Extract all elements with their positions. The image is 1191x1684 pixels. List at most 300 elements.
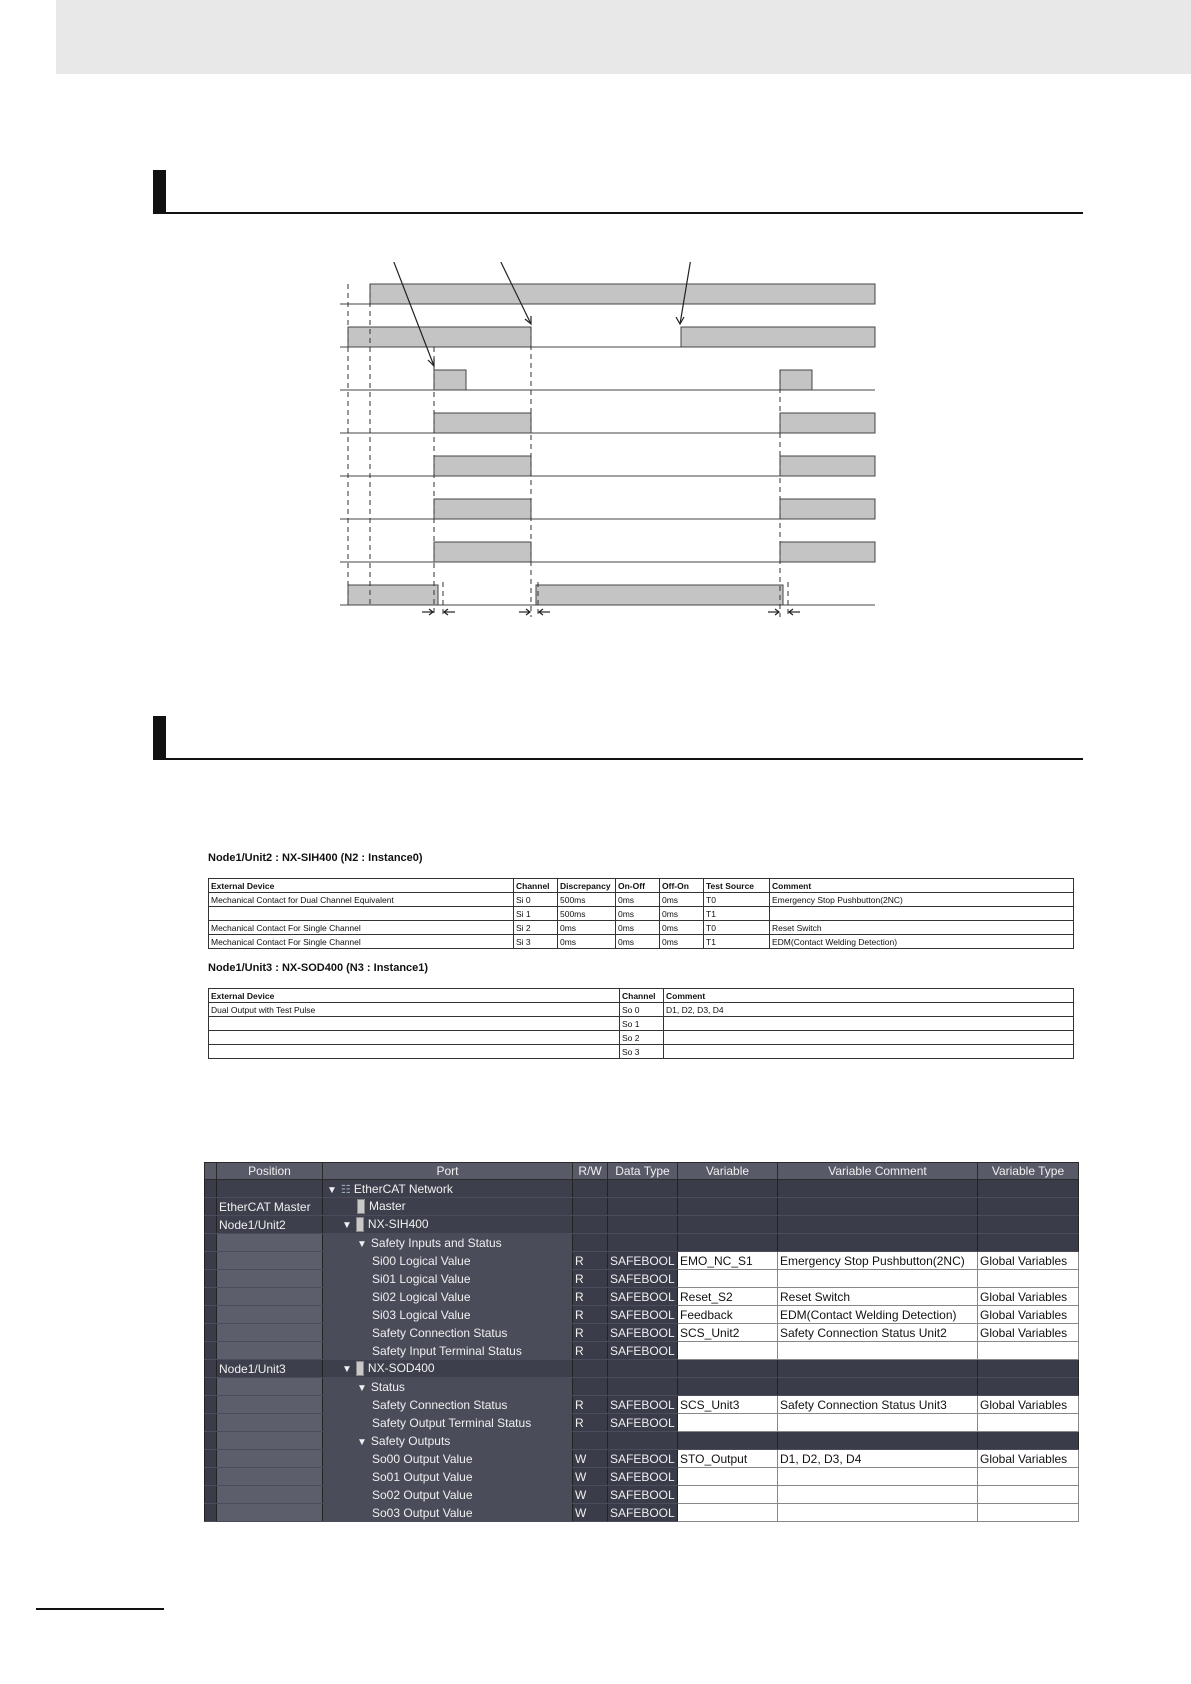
rw-cell <box>573 1234 608 1252</box>
variable-comment-input[interactable]: Reset Switch <box>778 1288 978 1306</box>
rw-cell: W <box>573 1468 608 1486</box>
table-row[interactable] <box>205 1288 1079 1306</box>
delay-indicator <box>519 609 550 615</box>
row-gutter <box>205 1414 217 1432</box>
signal-high-pulse <box>536 585 783 605</box>
rw-cell: R <box>573 1396 608 1414</box>
variable-comment-input <box>778 1198 978 1216</box>
port-cell[interactable] <box>323 1342 573 1360</box>
table-cell: Si 1 <box>514 907 558 921</box>
table-cell: 0ms <box>558 935 616 949</box>
port-cell[interactable] <box>323 1414 573 1432</box>
device-icon <box>356 1361 364 1376</box>
signal-high-pulse <box>681 327 875 347</box>
rw-cell: R <box>573 1306 608 1324</box>
row-gutter <box>205 1504 217 1522</box>
table-cell: Reset Switch <box>770 921 1074 935</box>
section-marker <box>153 170 166 214</box>
data-type-cell: SAFEBOOL <box>608 1450 678 1468</box>
data-type-cell <box>608 1216 678 1234</box>
port-label: NX-SIH400 <box>367 1216 429 1231</box>
network-icon: ☷ <box>340 1183 351 1196</box>
variable-comment-input[interactable]: EDM(Contact Welding Detection) <box>778 1306 978 1324</box>
variable-input[interactable]: EMO_NC_S1 <box>678 1252 778 1270</box>
row-gutter <box>205 1270 217 1288</box>
row-gutter <box>205 1450 217 1468</box>
variable-input[interactable]: STO_Output <box>678 1450 778 1468</box>
variable-type-select <box>978 1198 1079 1216</box>
table-cell: 500ms <box>558 893 616 907</box>
port-label: So03 Output Value <box>372 1505 473 1520</box>
expand-toggle-icon[interactable]: ▼ <box>327 1184 337 1196</box>
signal-high-pulse <box>780 413 875 433</box>
variable-comment-input[interactable] <box>778 1486 978 1504</box>
column-header: Comment <box>770 879 1074 893</box>
table-row[interactable] <box>205 1234 1079 1252</box>
data-type-cell: SAFEBOOL <box>608 1288 678 1306</box>
table-cell: T0 <box>704 921 770 935</box>
expand-toggle-icon[interactable]: ▼ <box>357 1436 367 1448</box>
signal-high-pulse <box>348 585 438 605</box>
variable-comment-input[interactable] <box>778 1270 978 1288</box>
node2-title: Node1/Unit2 : NX-SIH400 (N2 : Instance0) <box>208 852 423 864</box>
position-cell <box>217 1306 323 1324</box>
table-row <box>209 1045 1074 1059</box>
data-type-cell: SAFEBOOL <box>608 1324 678 1342</box>
table-cell <box>209 1017 620 1031</box>
row-gutter <box>205 1252 217 1270</box>
table-cell: T1 <box>704 907 770 921</box>
table-cell: 0ms <box>660 907 704 921</box>
row-gutter <box>205 1486 217 1504</box>
position-cell <box>217 1180 323 1198</box>
signal-high-pulse <box>434 370 466 390</box>
variable-type-select[interactable] <box>978 1270 1079 1288</box>
io-map-header-row <box>205 1163 1079 1180</box>
variable-type-select <box>978 1432 1079 1450</box>
position-cell: Node1/Unit2 <box>217 1216 323 1234</box>
table-row[interactable] <box>205 1504 1079 1522</box>
table-header-row <box>209 879 1074 893</box>
node2-parameter-table <box>208 878 1074 949</box>
section-heading-parameters <box>153 716 1083 760</box>
position-cell <box>217 1396 323 1414</box>
variable-input <box>678 1180 778 1198</box>
row-gutter <box>205 1378 217 1396</box>
port-label: NX-SOD400 <box>367 1360 435 1375</box>
signal-high-pulse <box>434 542 531 562</box>
table-cell: EDM(Contact Welding Detection) <box>770 935 1074 949</box>
position-cell <box>217 1288 323 1306</box>
data-type-cell <box>608 1198 678 1216</box>
table-cell: T0 <box>704 893 770 907</box>
row-gutter <box>205 1396 217 1414</box>
position-cell <box>217 1486 323 1504</box>
data-type-cell <box>608 1180 678 1198</box>
timing-chart <box>330 262 880 622</box>
rw-cell <box>573 1198 608 1216</box>
port-cell[interactable] <box>323 1468 573 1486</box>
table-cell: So 2 <box>620 1031 664 1045</box>
rw-cell: W <box>573 1504 608 1522</box>
column-header: Channel <box>514 879 558 893</box>
variable-type-select[interactable] <box>978 1486 1079 1504</box>
table-row[interactable] <box>205 1486 1079 1504</box>
variable-input[interactable] <box>678 1414 778 1432</box>
table-cell: 0ms <box>660 921 704 935</box>
position-cell <box>217 1324 323 1342</box>
position-cell: EtherCAT Master <box>217 1198 323 1216</box>
row-gutter <box>205 1360 217 1378</box>
row-gutter <box>205 1306 217 1324</box>
rw-cell: R <box>573 1252 608 1270</box>
row-gutter <box>205 1324 217 1342</box>
column-header[interactable]: Position <box>217 1163 323 1180</box>
table-cell <box>664 1017 1074 1031</box>
table-cell <box>209 907 514 921</box>
table-row[interactable] <box>205 1468 1079 1486</box>
table-cell: D1, D2, D3, D4 <box>664 1003 1074 1017</box>
table-row <box>209 893 1074 907</box>
variable-type-select <box>978 1216 1079 1234</box>
port-label: Si02 Logical Value <box>372 1289 471 1304</box>
position-cell <box>217 1378 323 1396</box>
port-label: EtherCAT Network <box>353 1181 453 1196</box>
variable-input[interactable]: SCS_Unit2 <box>678 1324 778 1342</box>
variable-type-select[interactable]: Global Variables <box>978 1324 1079 1342</box>
variable-input[interactable] <box>678 1342 778 1360</box>
variable-comment-input <box>778 1360 978 1378</box>
expand-toggle-icon[interactable]: ▼ <box>357 1238 367 1250</box>
variable-comment-input[interactable] <box>778 1414 978 1432</box>
table-cell <box>209 1045 620 1059</box>
port-cell[interactable] <box>323 1378 573 1396</box>
data-type-cell: SAFEBOOL <box>608 1306 678 1324</box>
row-gutter <box>205 1432 217 1450</box>
signal-high-pulse <box>434 499 531 519</box>
variable-type-select[interactable]: Global Variables <box>978 1396 1079 1414</box>
column-header[interactable]: Variable <box>678 1163 778 1180</box>
section-marker <box>153 716 166 760</box>
table-cell: Si 0 <box>514 893 558 907</box>
table-cell: 0ms <box>616 907 660 921</box>
table-row <box>209 935 1074 949</box>
row-gutter <box>205 1234 217 1252</box>
expand-toggle-icon[interactable]: ▼ <box>342 1219 352 1231</box>
table-cell <box>664 1031 1074 1045</box>
port-cell[interactable] <box>323 1234 573 1252</box>
table-row[interactable] <box>205 1198 1079 1216</box>
variable-comment-input[interactable]: Safety Connection Status Unit3 <box>778 1396 978 1414</box>
expand-toggle-icon[interactable]: ▼ <box>357 1382 367 1394</box>
variable-type-select[interactable]: Global Variables <box>978 1306 1079 1324</box>
variable-comment-input[interactable] <box>778 1342 978 1360</box>
expand-toggle-icon[interactable]: ▼ <box>342 1363 352 1375</box>
rw-cell <box>573 1180 608 1198</box>
data-type-cell: SAFEBOOL <box>608 1252 678 1270</box>
variable-input <box>678 1198 778 1216</box>
section-rule <box>153 758 1083 760</box>
port-cell[interactable] <box>323 1396 573 1414</box>
variable-comment-input <box>778 1180 978 1198</box>
table-header-row <box>209 989 1074 1003</box>
position-cell <box>217 1252 323 1270</box>
table-cell: 0ms <box>616 921 660 935</box>
variable-comment-input[interactable] <box>778 1504 978 1522</box>
callout-arrow <box>390 262 434 366</box>
variable-input <box>678 1216 778 1234</box>
position-cell <box>217 1414 323 1432</box>
table-row[interactable] <box>205 1414 1079 1432</box>
variable-type-select[interactable] <box>978 1504 1079 1522</box>
port-label: So00 Output Value <box>372 1451 473 1466</box>
table-cell: Mechanical Contact For Single Channel <box>209 935 514 949</box>
signal-high-pulse <box>780 499 875 519</box>
data-type-cell <box>608 1360 678 1378</box>
table-row[interactable] <box>205 1396 1079 1414</box>
row-gutter <box>205 1216 217 1234</box>
port-cell[interactable] <box>323 1288 573 1306</box>
rw-cell <box>573 1216 608 1234</box>
data-type-cell: SAFEBOOL <box>608 1486 678 1504</box>
port-label: Safety Connection Status <box>372 1397 508 1412</box>
port-label: Si03 Logical Value <box>372 1307 471 1322</box>
position-cell <box>217 1450 323 1468</box>
table-cell: Emergency Stop Pushbutton(2NC) <box>770 893 1074 907</box>
table-row <box>209 907 1074 921</box>
rw-cell <box>573 1360 608 1378</box>
row-gutter <box>205 1198 217 1216</box>
table-row[interactable] <box>205 1306 1079 1324</box>
variable-input[interactable]: Feedback <box>678 1306 778 1324</box>
row-gutter <box>205 1342 217 1360</box>
device-icon <box>356 1217 364 1232</box>
signal-high-pulse <box>780 370 812 390</box>
variable-comment-input[interactable]: D1, D2, D3, D4 <box>778 1450 978 1468</box>
table-cell: 0ms <box>616 893 660 907</box>
table-cell: Si 2 <box>514 921 558 935</box>
io-map-panel <box>204 1162 1078 1522</box>
variable-comment-input[interactable] <box>778 1468 978 1486</box>
column-header[interactable]: Variable Type <box>978 1163 1079 1180</box>
table-cell: 0ms <box>660 935 704 949</box>
variable-type-select[interactable]: Global Variables <box>978 1288 1079 1306</box>
signal-high-pulse <box>348 327 531 347</box>
table-cell <box>664 1045 1074 1059</box>
position-cell <box>217 1234 323 1252</box>
section-rule <box>153 212 1083 214</box>
table-cell: Dual Output with Test Pulse <box>209 1003 620 1017</box>
data-type-cell: SAFEBOOL <box>608 1414 678 1432</box>
variable-input <box>678 1378 778 1396</box>
signal-high-pulse <box>434 413 531 433</box>
signal-high-pulse <box>780 542 875 562</box>
delay-indicator <box>422 609 455 615</box>
port-cell[interactable] <box>323 1486 573 1504</box>
signal-high-pulse <box>370 284 875 304</box>
port-cell[interactable] <box>323 1324 573 1342</box>
table-cell: 0ms <box>558 921 616 935</box>
position-cell <box>217 1468 323 1486</box>
port-label: Safety Inputs and Status <box>370 1235 502 1250</box>
variable-type-select <box>978 1378 1079 1396</box>
port-label: Safety Outputs <box>370 1433 451 1448</box>
table-row[interactable] <box>205 1252 1079 1270</box>
table-cell: So 0 <box>620 1003 664 1017</box>
variable-input <box>678 1432 778 1450</box>
column-header[interactable]: Data Type <box>608 1163 678 1180</box>
column-header: External Device <box>209 879 514 893</box>
data-type-cell: SAFEBOOL <box>608 1504 678 1522</box>
variable-input[interactable] <box>678 1486 778 1504</box>
variable-input[interactable]: Reset_S2 <box>678 1288 778 1306</box>
port-label: Status <box>370 1379 405 1394</box>
port-cell[interactable] <box>323 1216 573 1234</box>
rw-cell: R <box>573 1270 608 1288</box>
table-row <box>209 1017 1074 1031</box>
variable-input[interactable] <box>678 1468 778 1486</box>
column-header: On-Off <box>616 879 660 893</box>
variable-type-select[interactable] <box>978 1342 1079 1360</box>
variable-type-select[interactable] <box>978 1468 1079 1486</box>
table-cell: So 3 <box>620 1045 664 1059</box>
data-type-cell <box>608 1432 678 1450</box>
device-icon <box>357 1199 365 1214</box>
variable-comment-input <box>778 1378 978 1396</box>
column-header: Channel <box>620 989 664 1003</box>
table-row <box>209 1003 1074 1017</box>
table-cell <box>209 1031 620 1045</box>
table-row[interactable] <box>205 1378 1079 1396</box>
table-row[interactable] <box>205 1270 1079 1288</box>
table-cell: Si 3 <box>514 935 558 949</box>
io-map-table <box>204 1162 1079 1522</box>
data-type-cell <box>608 1234 678 1252</box>
port-label: Safety Connection Status <box>372 1325 508 1340</box>
rw-cell: R <box>573 1324 608 1342</box>
port-label: Safety Output Terminal Status <box>372 1415 532 1430</box>
table-cell: So 1 <box>620 1017 664 1031</box>
variable-type-select <box>978 1180 1079 1198</box>
table-row[interactable] <box>205 1432 1079 1450</box>
position-cell: Node1/Unit3 <box>217 1360 323 1378</box>
position-cell <box>217 1342 323 1360</box>
table-cell: Mechanical Contact for Dual Channel Equivalent <box>209 893 514 907</box>
rw-cell: W <box>573 1450 608 1468</box>
variable-input <box>678 1360 778 1378</box>
row-gutter <box>205 1288 217 1306</box>
data-type-cell: SAFEBOOL <box>608 1468 678 1486</box>
variable-type-select[interactable]: Global Variables <box>978 1252 1079 1270</box>
rw-cell: R <box>573 1342 608 1360</box>
port-cell[interactable] <box>323 1432 573 1450</box>
position-cell <box>217 1270 323 1288</box>
port-label: Safety Input Terminal Status <box>372 1343 522 1358</box>
variable-type-select[interactable] <box>978 1414 1079 1432</box>
port-label: Si00 Logical Value <box>372 1253 471 1268</box>
table-row <box>209 1031 1074 1045</box>
column-header[interactable]: R/W <box>573 1163 608 1180</box>
data-type-cell: SAFEBOOL <box>608 1342 678 1360</box>
table-cell: Mechanical Contact For Single Channel <box>209 921 514 935</box>
port-cell[interactable] <box>323 1180 573 1198</box>
footer-rule <box>36 1608 164 1610</box>
table-cell: 0ms <box>616 935 660 949</box>
column-header[interactable]: Variable Comment <box>778 1163 978 1180</box>
signal-high-pulse <box>434 456 531 476</box>
row-gutter <box>205 1468 217 1486</box>
port-cell[interactable] <box>323 1450 573 1468</box>
rw-cell: R <box>573 1414 608 1432</box>
data-type-cell: SAFEBOOL <box>608 1270 678 1288</box>
table-cell: T1 <box>704 935 770 949</box>
rw-cell: R <box>573 1288 608 1306</box>
table-row[interactable] <box>205 1324 1079 1342</box>
table-row[interactable] <box>205 1216 1079 1234</box>
column-header[interactable]: Port <box>323 1163 573 1180</box>
port-label: So01 Output Value <box>372 1469 473 1484</box>
table-row[interactable] <box>205 1342 1079 1360</box>
port-cell[interactable] <box>323 1504 573 1522</box>
port-cell[interactable] <box>323 1252 573 1270</box>
variable-type-select <box>978 1234 1079 1252</box>
port-label: So02 Output Value <box>372 1487 473 1502</box>
node3-parameter-table <box>208 988 1074 1059</box>
table-cell: 0ms <box>660 893 704 907</box>
table-row[interactable] <box>205 1180 1079 1198</box>
variable-input[interactable]: SCS_Unit3 <box>678 1396 778 1414</box>
variable-type-select[interactable]: Global Variables <box>978 1450 1079 1468</box>
table-row[interactable] <box>205 1450 1079 1468</box>
port-cell[interactable] <box>323 1270 573 1288</box>
port-cell[interactable] <box>323 1306 573 1324</box>
table-cell: 500ms <box>558 907 616 921</box>
variable-input[interactable] <box>678 1504 778 1522</box>
column-header: External Device <box>209 989 620 1003</box>
table-row <box>209 921 1074 935</box>
signal-high-pulse <box>780 456 875 476</box>
position-cell <box>217 1432 323 1450</box>
rw-cell <box>573 1432 608 1450</box>
rw-cell <box>573 1378 608 1396</box>
data-type-cell: SAFEBOOL <box>608 1396 678 1414</box>
position-cell <box>217 1504 323 1522</box>
column-header: Discrepancy <box>558 879 616 893</box>
variable-input[interactable] <box>678 1270 778 1288</box>
variable-comment-input[interactable]: Emergency Stop Pushbutton(2NC) <box>778 1252 978 1270</box>
column-header: Off-On <box>660 879 704 893</box>
port-cell[interactable] <box>323 1360 573 1378</box>
port-label: Si01 Logical Value <box>372 1271 471 1286</box>
variable-type-select <box>978 1360 1079 1378</box>
row-gutter <box>205 1180 217 1198</box>
variable-input <box>678 1234 778 1252</box>
variable-comment-input <box>778 1216 978 1234</box>
port-cell[interactable] <box>323 1198 573 1216</box>
column-header: Comment <box>664 989 1074 1003</box>
rw-cell: W <box>573 1486 608 1504</box>
table-row[interactable] <box>205 1360 1079 1378</box>
variable-comment-input[interactable]: Safety Connection Status Unit2 <box>778 1324 978 1342</box>
section-heading-timing <box>153 170 1083 214</box>
row-gutter-header <box>205 1163 217 1180</box>
column-header: Test Source <box>704 879 770 893</box>
table-cell <box>770 907 1074 921</box>
variable-comment-input <box>778 1234 978 1252</box>
node3-title: Node1/Unit3 : NX-SOD400 (N3 : Instance1) <box>208 962 429 974</box>
port-label: Master <box>369 1198 406 1213</box>
data-type-cell <box>608 1378 678 1396</box>
